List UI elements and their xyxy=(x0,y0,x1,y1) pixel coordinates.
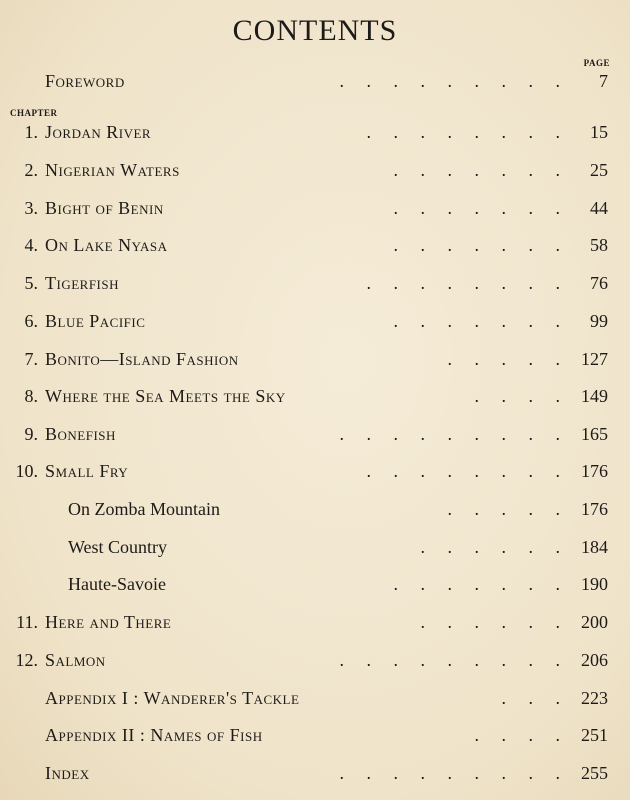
toc-subentry-haute-savoie xyxy=(0,569,630,599)
entry-page: 206 xyxy=(581,650,608,670)
toc-entry-chapter-5 xyxy=(0,268,630,298)
leader-dots: . . . . . . . xyxy=(393,574,560,594)
entry-title: Index xyxy=(45,763,90,783)
toc-entry-foreword xyxy=(0,66,630,96)
toc-entry-chapter-10 xyxy=(0,456,630,486)
leader-dots: . . . . . . . xyxy=(393,198,560,218)
entry-title: Nigerian Waters xyxy=(45,160,180,180)
entry-title: Foreword xyxy=(45,71,125,91)
entry-page: 58 xyxy=(590,235,608,255)
entry-number: 10. xyxy=(15,461,38,481)
entry-page: 44 xyxy=(590,198,608,218)
entry-page: 200 xyxy=(581,612,608,632)
entry-number: 6. xyxy=(24,311,38,331)
entry-title: Bonefish xyxy=(45,424,116,444)
leader-dots: . . . . . . . xyxy=(393,235,560,255)
entry-number: 9. xyxy=(24,424,38,444)
entry-title: Appendix I : Wanderer's Tackle xyxy=(45,688,300,708)
entry-title: Haute-Savoie xyxy=(68,574,166,594)
toc-entry-chapter-6 xyxy=(0,306,630,336)
leader-dots: . . . . . . . . . xyxy=(339,71,560,91)
entry-page: 165 xyxy=(581,424,608,444)
toc-entry-chapter-2 xyxy=(0,155,630,185)
entry-title: On Lake Nyasa xyxy=(45,235,168,255)
entry-title: Tigerfish xyxy=(45,273,120,293)
entry-page: 149 xyxy=(581,386,608,406)
entry-page: 76 xyxy=(590,273,608,293)
leader-dots: . . . . . . . . xyxy=(366,273,560,293)
entry-title: Small Fry xyxy=(45,461,129,481)
entry-page: 184 xyxy=(581,537,608,557)
leader-dots: . . . . . . . . . xyxy=(339,763,560,783)
leader-dots: . . . . . . . . xyxy=(366,122,560,142)
entry-page: 190 xyxy=(581,574,608,594)
entry-title: Bonito—Island Fashion xyxy=(45,349,239,369)
entry-number: 4. xyxy=(24,235,38,255)
entry-number: 5. xyxy=(24,273,38,293)
entry-number: 7. xyxy=(24,349,38,369)
entry-title: Blue Pacific xyxy=(45,311,146,331)
leader-dots: . . . . . xyxy=(447,499,560,519)
entry-title: Bight of Benin xyxy=(45,198,164,218)
toc-entry-chapter-1 xyxy=(0,117,630,147)
toc-entry-appendix-1 xyxy=(0,683,630,713)
toc-entry-index xyxy=(0,758,630,788)
entry-page: 176 xyxy=(581,461,608,481)
entry-number: 8. xyxy=(24,386,38,406)
entry-number: 11. xyxy=(16,612,38,632)
entry-number: 3. xyxy=(24,198,38,218)
leader-dots: . . . . . . . . xyxy=(366,461,560,481)
entry-number: 12. xyxy=(15,650,38,670)
leader-dots: . . . . xyxy=(474,386,560,406)
entry-page: 127 xyxy=(581,349,608,369)
entry-title: Where the Sea Meets the Sky xyxy=(45,386,286,406)
entry-title: West Country xyxy=(68,537,168,557)
leader-dots: . . . . . . . . . xyxy=(339,424,560,444)
entry-page: 223 xyxy=(581,688,608,708)
toc-entry-appendix-2 xyxy=(0,720,630,750)
entry-page: 7 xyxy=(599,71,608,91)
toc-entry-chapter-11 xyxy=(0,607,630,637)
toc-entry-chapter-7 xyxy=(0,344,630,374)
toc-subentry-zomba xyxy=(0,494,630,524)
leader-dots: . . . . xyxy=(474,725,560,745)
entry-title: Appendix II : Names of Fish xyxy=(45,725,263,745)
entry-title: Here and There xyxy=(45,612,172,632)
toc-subentry-west-country xyxy=(0,532,630,562)
entry-page: 25 xyxy=(590,160,608,180)
leader-dots: . . . . . . xyxy=(420,537,560,557)
toc-entry-chapter-3 xyxy=(0,193,630,223)
leader-dots: . . . . . . . . . xyxy=(339,650,560,670)
chapter-column-header: CHAPTER xyxy=(10,108,58,118)
page-title: CONTENTS xyxy=(232,14,398,47)
entry-page: 251 xyxy=(581,725,608,745)
entry-page: 15 xyxy=(590,122,608,142)
entry-page: 99 xyxy=(590,311,608,331)
page-column-header: PAGE xyxy=(583,58,610,68)
entry-title: Jordan River xyxy=(45,122,152,142)
entry-title: Salmon xyxy=(45,650,106,670)
leader-dots: . . . . . xyxy=(447,349,560,369)
toc-entry-chapter-12 xyxy=(0,645,630,675)
leader-dots: . . . xyxy=(501,688,560,708)
toc-entry-chapter-8 xyxy=(0,381,630,411)
leader-dots: . . . . . . . xyxy=(393,311,560,331)
entry-number: 1. xyxy=(24,122,38,142)
leader-dots: . . . . . . . xyxy=(393,160,560,180)
toc-entry-chapter-9 xyxy=(0,419,630,449)
entry-title: On Zomba Mountain xyxy=(68,499,220,519)
entry-number: 2. xyxy=(24,160,38,180)
entry-page: 255 xyxy=(581,763,608,783)
leader-dots: . . . . . . xyxy=(420,612,560,632)
entry-page: 176 xyxy=(581,499,608,519)
toc-entry-chapter-4 xyxy=(0,230,630,260)
